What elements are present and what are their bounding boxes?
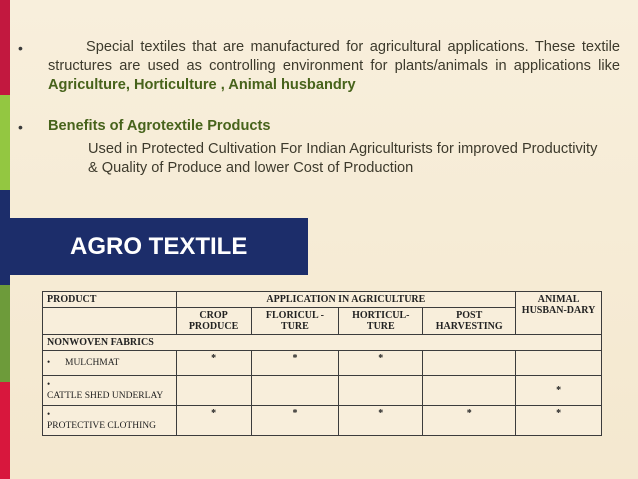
subheader-floriculture: FLORICUL - TURE	[251, 308, 339, 335]
mark-animal-husbandry: *	[516, 406, 602, 436]
subheader-crop-produce: CROP PRODUCE	[176, 308, 251, 335]
table-section-row	[43, 335, 602, 351]
section-nonwoven-fabrics: NONWOVEN FABRICS	[43, 335, 602, 351]
intro-bullet: •	[18, 40, 23, 56]
row-bullet: •	[47, 357, 51, 367]
mark-post-harvesting	[423, 351, 516, 376]
mark-crop-produce: *	[176, 351, 251, 376]
agro-textile-table	[42, 291, 602, 436]
header-product-blank	[43, 308, 177, 335]
mark-horticulture: *	[339, 406, 423, 436]
row-bullet: •	[47, 409, 51, 419]
product-cell	[43, 406, 177, 436]
accent-strip-green-top	[0, 95, 10, 190]
table-row	[43, 351, 602, 376]
banner-title: AGRO TEXTILE	[70, 233, 248, 260]
product-name: MULCHMAT	[65, 358, 120, 368]
table-row	[43, 406, 602, 436]
table-header-row	[43, 292, 602, 308]
mark-post-harvesting	[423, 376, 516, 406]
mark-horticulture: *	[339, 351, 423, 376]
header-product: PRODUCT	[43, 292, 177, 308]
mark-floriculture: *	[251, 351, 339, 376]
accent-strip-red-bottom	[0, 382, 10, 479]
accent-strip-green-bottom	[0, 285, 10, 382]
product-cell	[43, 376, 177, 406]
benefits-bullet: •	[18, 119, 23, 135]
mark-floriculture: *	[251, 406, 339, 436]
mark-floriculture	[251, 376, 339, 406]
row-bullet: •	[47, 379, 51, 389]
benefits-text: Used in Protected Cultivation For Indian Agriculturists for improved Productivity & Quality of Produce and lower Cost of Production	[88, 141, 598, 176]
mark-crop-produce: *	[176, 406, 251, 436]
mark-horticulture	[339, 376, 423, 406]
mark-animal-husbandry: *	[516, 376, 602, 406]
intro-paragraph	[48, 38, 620, 95]
subheader-horticulture: HORTICUL- TURE	[339, 308, 423, 335]
accent-strip-red-top	[0, 0, 10, 95]
mark-post-harvesting: *	[423, 406, 516, 436]
table-row	[43, 376, 602, 406]
mark-crop-produce	[176, 376, 251, 406]
intro-highlight: Agriculture, Horticulture , Animal husbandry	[48, 77, 356, 93]
title-banner	[0, 218, 308, 275]
intro-text: Special textiles that are manufactured for agricultural applications. These textile structures are used as controlling environment for plants/animals in applications like	[48, 39, 620, 74]
product-name: PROTECTIVE CLOTHING	[47, 421, 156, 431]
mark-animal-husbandry	[516, 351, 602, 376]
subheader-post-harvesting: POST HARVESTING	[423, 308, 516, 335]
benefits-heading: Benefits of Agrotextile Products	[48, 118, 271, 134]
product-cell	[43, 351, 177, 376]
header-application: APPLICATION IN AGRICULTURE	[176, 292, 516, 308]
header-animal-husbandry: ANIMAL HUSBAN-DARY	[516, 292, 602, 335]
product-name: CATTLE SHED UNDERLAY	[47, 391, 164, 401]
